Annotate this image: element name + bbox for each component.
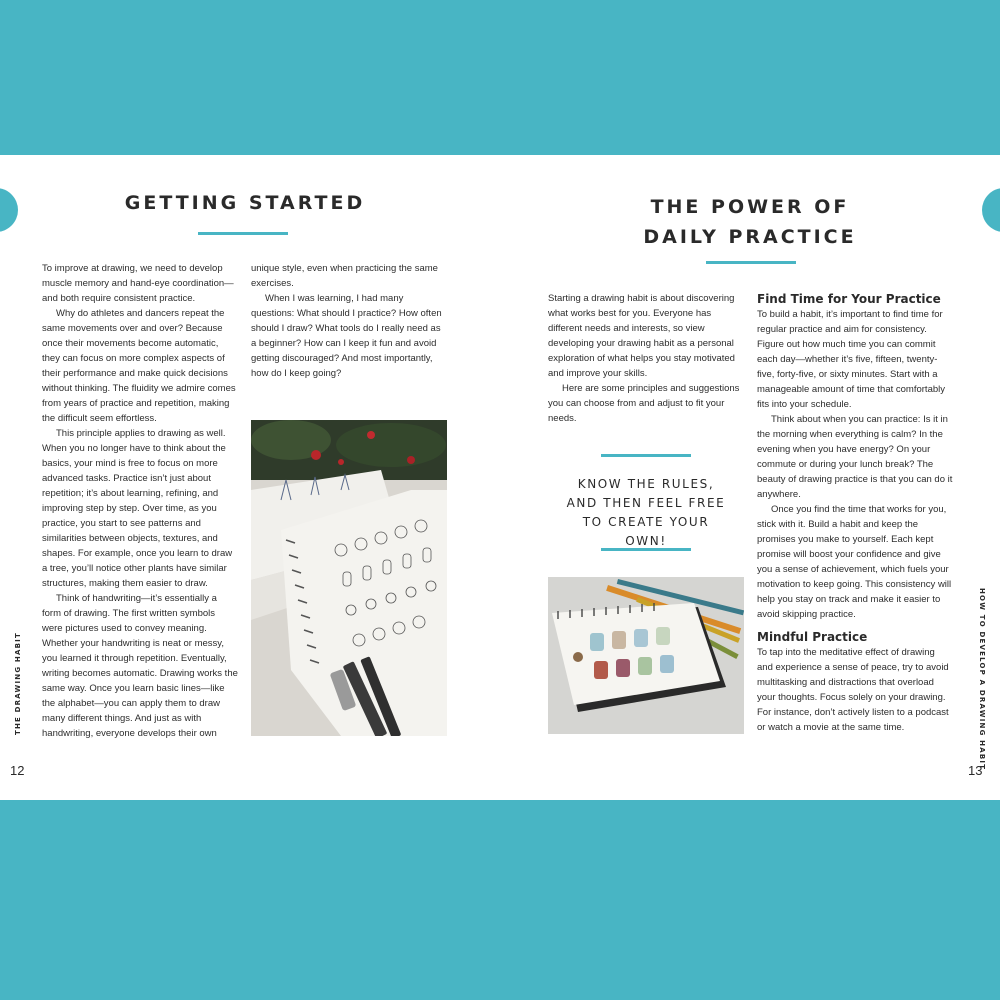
paragraph: This principle applies to drawing as well. When you no longer have to think about the basics, your mind is free to focus on more advanced tasks. Practice isn’t just about repetition; it’s about learning, refining, and improving step by step. Over time, as you practice, you start to see patterns and similarities between objects, textures, and shapes. For example, once you learn to draw a tree, you’ll notice other plants have similar structures, making them easier to draw. — [42, 428, 233, 589]
right-title-line-1: THE POWER OF — [650, 196, 850, 218]
sketchbook-jars-photo — [548, 577, 744, 734]
right-title-line-2: DAILY PRACTICE — [643, 226, 857, 248]
left-page-tab — [0, 188, 18, 232]
left-column-1 — [42, 261, 238, 741]
section-heading: Mindful Practice — [757, 630, 868, 644]
paragraph: Starting a drawing habit is about discovering what works best for you. Everyone has different needs and interests, so view developing your drawing habit as a personal exploration of what helps you stay motivated and improve your skills. — [548, 293, 735, 379]
left-page-title: GETTING STARTED — [124, 192, 366, 214]
paragraph: Why do athletes and dancers repeat the same movements over and over? Because once their movements become automatic, they can focus on more complex aspects of their performance and make quick decisions without thinking. The fluidity we admire comes from years of practice and repetition, making the difficult seem effortless. — [42, 308, 236, 424]
left-page-number: 12 — [10, 763, 25, 778]
left-title-rule — [198, 232, 288, 235]
paragraph: Here are some principles and suggestions you can choose from and adjust to fit your needs. — [548, 383, 740, 424]
paragraph: unique style, even when practicing the same exercises. — [251, 263, 438, 289]
callout-bottom-rule — [601, 548, 691, 551]
right-page-title — [600, 192, 900, 252]
left-side-label: THE DRAWING HABIT — [14, 632, 22, 735]
right-page-tab — [982, 188, 1000, 232]
section-heading: Find Time for Your Practice — [757, 292, 941, 306]
callout-top-rule — [601, 454, 691, 457]
left-column-2 — [251, 261, 447, 381]
sketchbook-trees-photo — [251, 420, 447, 736]
paragraph: To build a habit, it’s important to find time for regular practice and aim for consistency. Figure out how much time you can commit each day—whether it’s five, fifteen, twenty-five, forty-five, or sixty minutes. Start with a manageable amount of time that comfortably fits into your schedule. — [757, 309, 945, 410]
right-page-number: 13 — [968, 763, 983, 778]
right-title-rule — [706, 261, 796, 264]
callout-quote: KNOW THE RULES, AND THEN FEEL FREE TO CREATE YOUR OWN! — [566, 477, 726, 548]
paragraph: When I was learning, I had many questions: What should I practice? How often should I draw? What tools do I really need as a beginner? How can I keep it fun and avoid getting discouraged? And most importantly, how do I keep going? — [251, 293, 442, 379]
book-spread — [0, 155, 1000, 800]
paragraph: To tap into the meditative effect of drawing and experience a sense of peace, try to avoid multitasking and distractions that overload your thoughts. Focus solely on your drawing. For instance, don’t actively listen to a podcast or watch a movie at the same time. — [757, 647, 949, 733]
paragraph: Think of handwriting—it’s essentially a form of drawing. The first written symbols were pictures used to convey meaning. Whether your handwriting is neat or messy, you learned it through repetition. Eventually, writing becomes automatic. Drawing works the same way. Once you learn basic lines—like the alphabet—you can apply them to draw many different things. And just as with handwriting, everyone develops their own — [42, 593, 238, 739]
paragraph: To improve at drawing, we need to develop muscle memory and hand-eye coordination—and both require consistent practice. — [42, 263, 234, 304]
paragraph: Once you find the time that works for you, stick with it. Build a habit and keep the promises you make to yourself. Each kept promise will boost your confidence and give you a sense of achievement, which fuels your motivation to keep going. This consistency will help you stay on track and make it easier to avoid skipping practice. — [757, 504, 952, 620]
right-column-1 — [548, 291, 744, 426]
paragraph: Think about when you can practice: Is it in the morning when everything is calm? In the evening when you have energy? On your commute or during your lunch break? The beauty of drawing practice is that you can do it anywhere. — [757, 414, 953, 500]
right-side-label: HOW TO DEVELOP A DRAWING HABIT — [978, 588, 986, 771]
right-column-2 — [757, 289, 953, 735]
